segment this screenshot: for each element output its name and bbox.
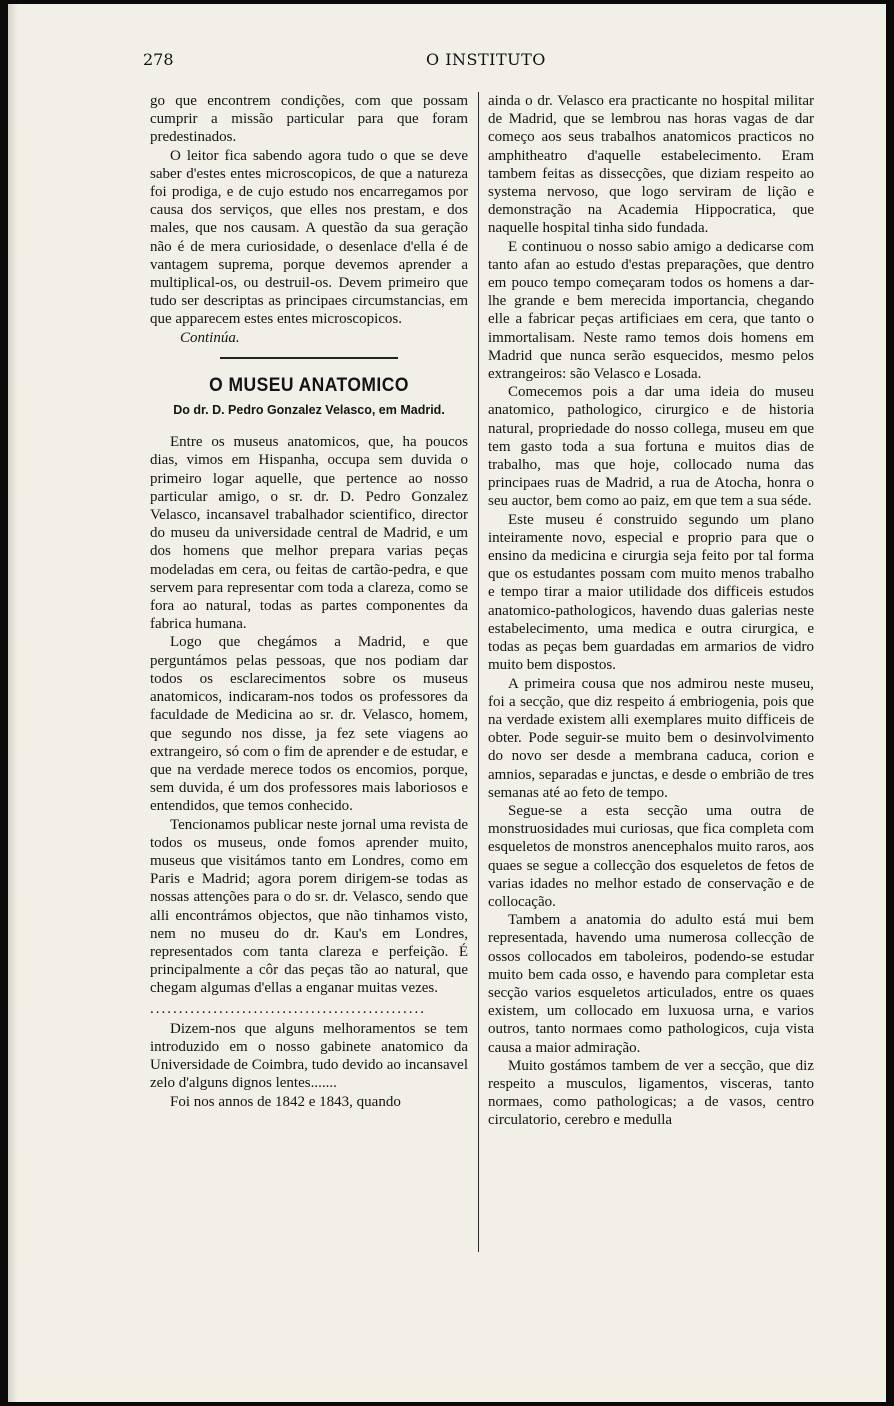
paragraph: E continuou o nosso sabio amigo a dedicarse com tanto afan ao estudo d'estas preparações, que dentro em pouco tempo começaram todos os homens a dar-lhe grande e bem merecida importancia, chegando elle a fabricar peças artificiaes em cera, que tanto o immortalisam. Neste ramo temos dois homens em Madrid que nunca serão esquecidos, mesmo pelos extrangeiros: são Velasco e Losada. (488, 238, 814, 383)
page-header (8, 48, 886, 72)
paragraph: ainda o dr. Velasco era practicante no hospital militar de Madrid, que se lembrou nas horas vagas de dar começo aos seus trabalhos anatomicos practicos no amphitheatro d'aquelle estabelecimento. Eram tambem feitas as dissecções, que diziam respeito ao systema nervoso, que logo serviram de lição e demonstração na Academia Hippocratica, que naquelle hospital tinha sido fundada. (488, 93, 814, 237)
paragraph: O leitor fica sabendo agora tudo o que se deve saber d'estes entes microscopicos, de que a natureza foi prodiga, e de cujo estudo nos encarregamos por causa dos serviços, que elles nos prestam, e dos males, que nos causam. A questão da sua geração não é de mera curiosidade, o desenlace d'ella é de vantagem suprema, porque devemos aprender a multiplical-os, ou destruil-os. Devem primeiro que tudo ser descriptas as principaes circumstancias, em que apparecem estes entes microscopicos. (150, 147, 468, 328)
article-paragraph: Tencionamos publicar neste jornal uma revista de todos os museus, onde fomos aprender muito, museus que visitámos tanto em Londres, como em Paris e Madrid; agora porem dirigem-se todas as nossas attenções para o do sr. dr. Velasco, sendo que alli encontrámos objectos, que não tinhamos visto, nem no museu do dr. Kau's em Londres, representados com tanta clareza e perfeição. É principalmente a côr das peças tão ao natural, que chegam algumas d'ellas a enganar muitas vezes. (150, 816, 468, 997)
article-paragraph: Foi nos annos de 1842 e 1843, quando (170, 1093, 401, 1110)
section-divider (150, 353, 468, 363)
column-rule (478, 92, 479, 1252)
section-title: O MUSEU ANATOMICO (209, 374, 409, 396)
page-edge-shadow (8, 4, 18, 1402)
journal-page (8, 4, 886, 1402)
article-paragraph: Logo que chegámos a Madrid, e que perguntámos pelas pessoas, que nos podiam dar todos os esclarecimentos sobre os museus anatomicos, indicaram-nos todos os professores da faculdade de Medicina ao sr. dr. Velasco, homem, que segundo nos disse, ja fez sete viagens ao extrangeiro, só com o fim de aprender e de estudar, e que na verdade merece todos os encomios, porque, sem duvida, é um dos professores mais laboriosos e entendidos, que temos conhecido. (150, 634, 468, 815)
paragraph: Segue-se a esta secção uma outra de monstruosidades mui curiosas, que fica completa com esqueletos de monstros anencephalos muito raros, aos quaes se segue a collecção dos esqueletos de fetos de varias idades no melhor estado de conservação e de collocação. (488, 802, 814, 910)
article-paragraph: Entre os museus anatomicos, que, ha poucos dias, vimos em Hispanha, occupa sem duvida o primeiro logar aquelle, que pertence ao nosso particular amigo, o sr. dr. D. Pedro Gonzalez Velasco, incansavel trabalhador scientifico, director do museu da universidade central de Madrid, e um dos homens que melhor prepara varias peças modeladas em cera, ou feitas de cartão-pedra, e que servem para representar com toda a clareza, como se fora ao natural, todas as partes componentes da fabrica humana. (150, 434, 468, 633)
article-paragraph: Dizem-nos que alguns melhoramentos se tem introduzido em o nosso gabinete anatomico da Universidade de Coimbra, tudo devido ao incansavel zelo d'alguns dignos lentes....... (150, 1020, 468, 1092)
running-title: O INSTITUTO (426, 50, 546, 69)
continua-note: Continúa. (180, 329, 240, 346)
paragraph: go que encontrem condições, com que possam cumprir a missão particular para que foram predestinados. (150, 93, 468, 146)
paragraph: Muito gostámos tambem de ver a secção, que diz respeito a musculos, ligamentos, visceras, tanto normaes, como pathologicas; a de vasos, centro circulatorio, cerebro e medulla (488, 1057, 814, 1129)
paragraph: Este museu é construido segundo um plano inteiramente novo, especial e proprio para que o ensino da medicina e cirurgia seja feito por tal forma que os estudantes possam com muito menos trabalho e tempo tirar a maior utilidade dos difficeis estudos anatomico-pathologicos, havendo duas galerias neste estabelecimento, uma medica e outra cirurgica, e todas as peças bem guardadas em armarios de vidro muito bem dispostos. (488, 511, 814, 674)
section-subtitle: Do dr. D. Pedro Gonzalez Velasco, em Madrid. (173, 403, 445, 418)
paragraph: Tambem a anatomia do adulto está mui bem representada, havendo uma numerosa collecção de ossos collocados em taboleiros, podendo-se estudar muito bem cada osso, e havendo para completar esta secção varios esqueletos articulados, entre os quaes existem, um collocado em luxuosa urna, e varios outros, tanto normaes como pathologicos, cuja vista causa a maior admiração. (488, 912, 814, 1056)
right-column (488, 92, 814, 1130)
page-number: 278 (143, 50, 174, 69)
left-column (150, 92, 468, 1111)
ellipsis-separator (150, 1000, 468, 1018)
paragraph: A primeira cousa que nos admirou neste museu, foi a secção, que diz respeito á embriogenia, pois que na verdade existem alli exemplares muito difficeis de obter. Pode seguir-se muito bem o desinvolvimento do novo ser desde a membrana caduca, corion e amnios, separadas e junctas, e desde o embrião de tres semanas até ao feto de tempo. (488, 675, 814, 801)
paragraph: Comecemos pois a dar uma ideia do museu anatomico, pathologico, cirurgico e de historia natural, propriedade do nosso collega, museu em que tem gasto toda a sua fortuna e muitos dias de trabalho, mas que hoje, collocado numa das principaes ruas de Madrid, a rua de Atocha, honra o seu auctor, bem como ao paiz, em que tem a sua séde. (488, 384, 814, 510)
